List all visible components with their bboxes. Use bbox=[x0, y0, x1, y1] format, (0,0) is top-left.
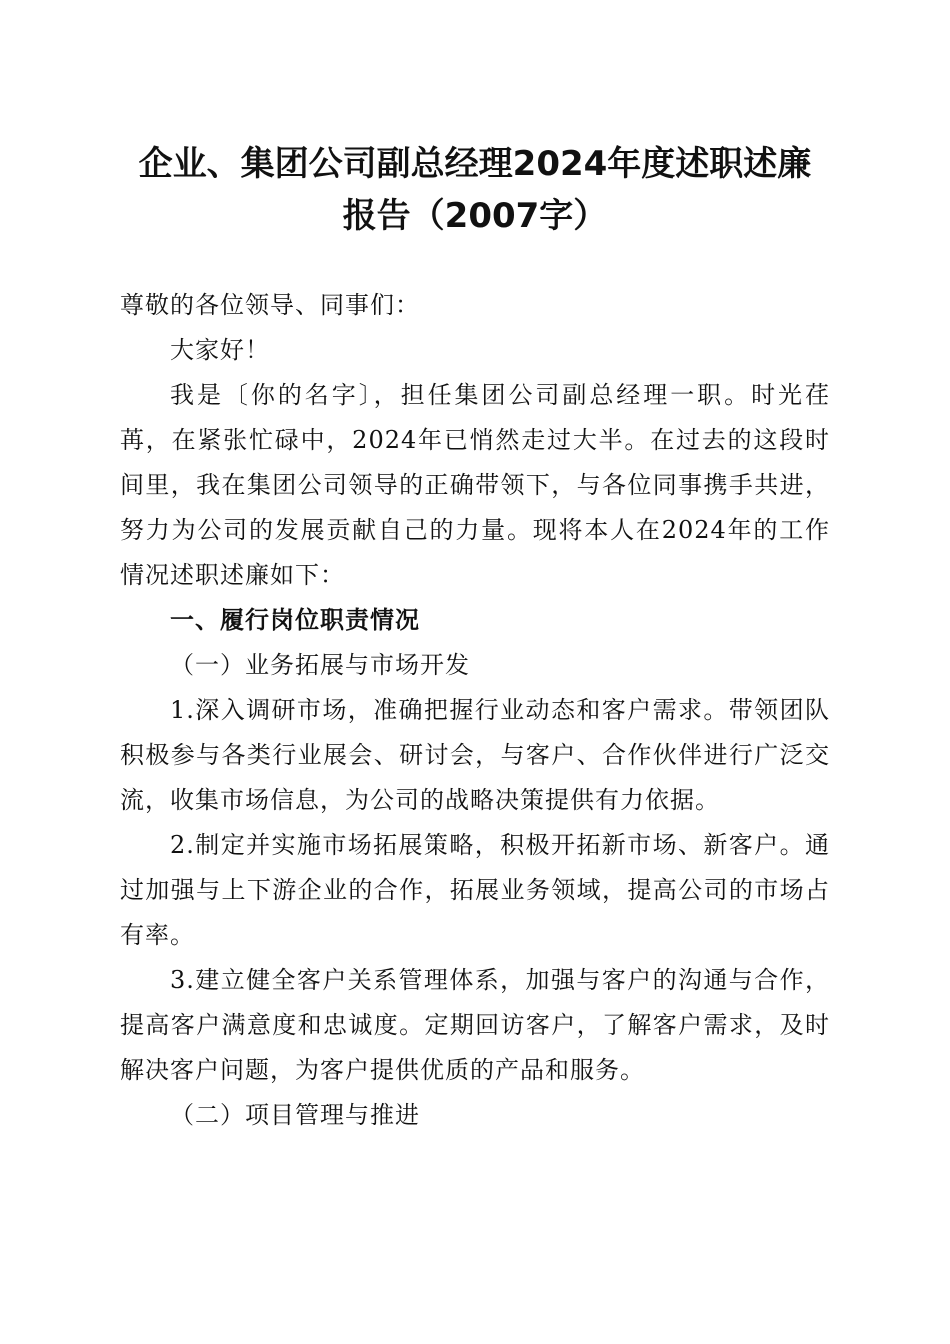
subsection-heading-2: （二）项目管理与推进 bbox=[170, 1101, 420, 1129]
title-line-1: 企业、集团公司副总经理2024年度述职述廉 bbox=[138, 144, 812, 184]
intro-paragraph: 我是〔你的名字〕，担任集团公司副总经理一职。时光荏苒，在紧张忙碌中，2024年已悄然走过大半。在过去的这段时间里，我在集团公司领导的正确带领下，与各位同事携手共进，努力为公司的发展贡献自己的力量。现将本人在2024年的工作情况述职述廉如下： bbox=[120, 381, 830, 589]
title-line-2: 报告（2007字） bbox=[342, 196, 608, 236]
list-item: 1.深入调研市场，准确把握行业动态和客户需求。带领团队积极参与各类行业展会、研讨会，与客户、合作伙伴进行广泛交流，收集市场信息，为公司的战略决策提供有力依据。 bbox=[120, 696, 830, 814]
section-heading-1: 一、履行岗位职责情况 bbox=[170, 606, 420, 634]
document-body bbox=[120, 283, 830, 1138]
salutation: 尊敬的各位领导、同事们： bbox=[120, 291, 420, 319]
document-title bbox=[120, 138, 830, 242]
greeting: 大家好！ bbox=[170, 336, 270, 364]
list-item: 2.制定并实施市场拓展策略，积极开拓新市场、新客户。通过加强与上下游企业的合作，拓展业务领域，提高公司的市场占有率。 bbox=[120, 831, 830, 949]
subsection-heading-1: （一）业务拓展与市场开发 bbox=[170, 651, 470, 679]
list-item: 3.建立健全客户关系管理体系，加强与客户的沟通与合作，提高客户满意度和忠诚度。定期回访客户，了解客户需求，及时解决客户问题，为客户提供优质的产品和服务。 bbox=[120, 966, 830, 1084]
